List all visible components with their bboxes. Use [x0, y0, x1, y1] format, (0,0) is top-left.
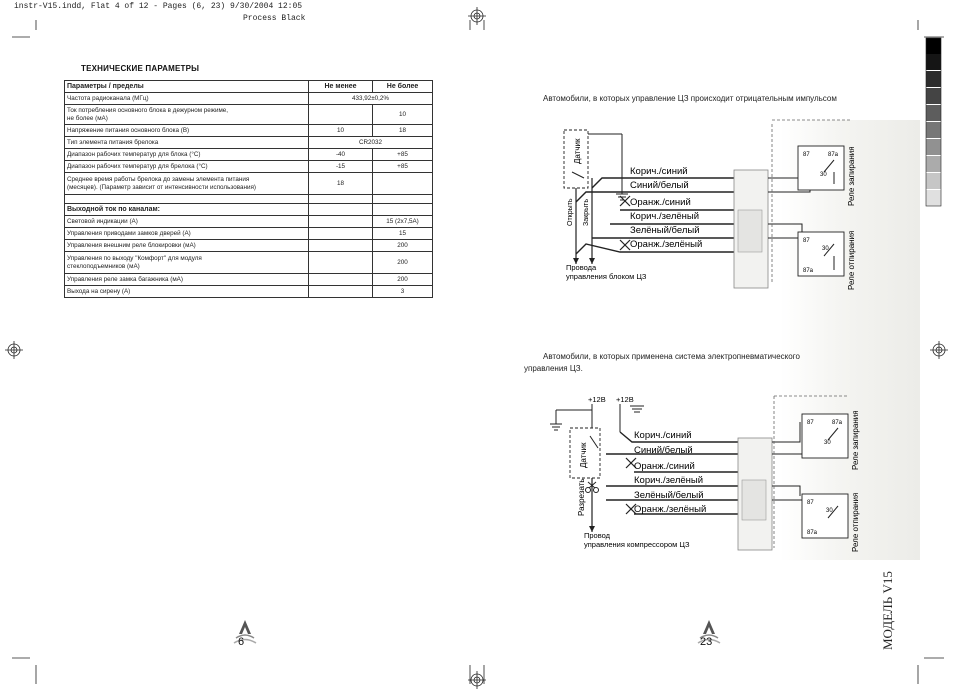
param-line: Ток потребления основного блока в дежурном режиме,: [67, 107, 229, 114]
param-cell: Выхода на сирену (A): [65, 286, 309, 298]
table-section-row: [65, 204, 433, 216]
pin-label: 87a: [832, 420, 843, 426]
note-line: управления компрессором ЦЗ: [584, 540, 690, 549]
plus12-label: +12В: [616, 395, 634, 404]
model-label: МОДЕЛЬ V15: [880, 571, 895, 650]
page-number: 6: [238, 636, 245, 648]
table-row: [65, 137, 433, 149]
close-label: Закрыть: [583, 199, 590, 226]
switch-contact: [572, 172, 584, 178]
min-cell: 18: [309, 173, 373, 195]
pin-label: 87: [807, 420, 814, 426]
diagram2-caption-line1: Автомобили, в которых применена система электропневматического: [543, 352, 800, 361]
registration-mark-top: [468, 7, 486, 25]
note-line: Провода: [566, 263, 597, 272]
wire-label: Оранж./синий: [630, 197, 691, 208]
table-row: [65, 105, 433, 125]
page-logo-icon: [230, 618, 260, 650]
column-header: Не более: [373, 81, 433, 93]
relay-unlock-label: Реле отпирания: [851, 492, 860, 552]
table-header-row: [65, 81, 433, 93]
cut-label: Разрезать: [577, 478, 586, 516]
wire-label: Оранж./синий: [634, 461, 695, 472]
relay-unlock-label: Реле отпирания: [847, 230, 856, 290]
sensor-label: Датчик: [579, 442, 588, 468]
min-cell: -40: [309, 149, 373, 161]
table-row: [65, 125, 433, 137]
ground-icon: [630, 406, 644, 412]
diagram1-caption: Автомобили, в которых управление ЦЗ происходит отрицательным импульсом: [543, 94, 837, 103]
param-line: стеклоподъемников (мА): [67, 262, 140, 270]
table-row: [65, 161, 433, 173]
file-info-line: instr-V15.indd, Flat 4 of 12 - Pages (6, 23) 9/30/2004 12:05: [14, 2, 303, 11]
param-line: не более (мА): [67, 114, 108, 122]
table-row: [65, 252, 433, 274]
wiring-diagram-1: [540, 114, 860, 290]
param-cell: Световой индикации (A): [65, 216, 309, 228]
max-cell: 200: [373, 274, 433, 286]
max-cell: +85: [373, 161, 433, 173]
registration-mark-bottom: [468, 671, 486, 689]
param-cell: Тип элемента питания брелока: [65, 137, 309, 149]
ground-icon: [550, 410, 562, 430]
note-line: Провод: [584, 531, 611, 540]
note-line: управления блоком ЦЗ: [566, 272, 647, 281]
value-cell: CR2032: [309, 137, 433, 149]
param-cell: Управления приводами замков дверей (A): [65, 228, 309, 240]
pin-label: 30: [822, 246, 829, 252]
wire-label: Синий/белый: [630, 180, 689, 191]
wire-label: Корич./синий: [630, 166, 688, 177]
table-row: [65, 228, 433, 240]
param-cell: [65, 252, 309, 274]
param-line: Среднее время работы брелока до замены элемента питания: [67, 176, 250, 183]
table-row: [65, 216, 433, 228]
pin-label: 87a: [828, 152, 839, 158]
pin-label: 30: [824, 440, 831, 446]
param-cell: Управления внешним реле блокировки (мА): [65, 240, 309, 252]
max-cell: 18: [373, 125, 433, 137]
param-cell: Управления реле замка багажника (мА): [65, 274, 309, 286]
page-number: 23: [700, 636, 713, 648]
table-row: [65, 240, 433, 252]
registration-mark-left: [5, 341, 23, 359]
table-row: [65, 274, 433, 286]
param-cell: Частота радиоканала (МГц): [65, 93, 309, 105]
wire-cut-icon: [620, 196, 630, 250]
max-cell: 200: [373, 252, 433, 274]
param-line: (месяцев). (Параметр зависит от интенсивности использования): [67, 183, 256, 191]
pin-label: 30: [820, 172, 827, 178]
wire-label: Оранж./зелёный: [634, 504, 707, 515]
max-cell: 15: [373, 228, 433, 240]
table-row: [65, 173, 433, 195]
param-cell: Диапазон рабочих температур для блока (°C): [65, 149, 309, 161]
diagram2-caption-line2: управления ЦЗ.: [524, 364, 583, 373]
min-cell: 10: [309, 125, 373, 137]
max-cell: 10: [373, 105, 433, 125]
plus12-label: +12В: [588, 395, 606, 404]
min-cell: -15: [309, 161, 373, 173]
param-line: Управления по выходу "Комфорт" для модуля: [67, 255, 202, 262]
pin-label: 87a: [807, 530, 818, 536]
max-cell: 15 (2х7,5A): [373, 216, 433, 228]
table-row: [65, 149, 433, 161]
max-cell: [373, 173, 433, 195]
grayscale-bar: [926, 38, 941, 206]
relay-lock-label: Реле запирания: [847, 146, 856, 206]
process-info-line: Process Black: [243, 14, 306, 23]
wire-label: Синий/белый: [634, 445, 693, 456]
min-cell: [309, 105, 373, 125]
wiring-diagram-2: [548, 392, 866, 554]
table-row: [65, 286, 433, 298]
tech-params-title: ТЕХНИЧЕСКИЕ ПАРАМЕТРЫ: [81, 64, 200, 73]
wire-label: Корич./синий: [634, 430, 692, 441]
pin-label: 87a: [803, 268, 814, 274]
pin-label: 87: [803, 238, 810, 244]
param-cell: [65, 105, 309, 125]
column-header: Не менее: [309, 81, 373, 93]
sensor-label: Датчик: [573, 138, 582, 164]
wire-label: Зелёный/белый: [630, 225, 700, 236]
pin-label: 87: [803, 152, 810, 158]
param-cell: Диапазон рабочих температур для брелока (°C): [65, 161, 309, 173]
table-row: [65, 93, 433, 105]
column-header: Параметры / пределы: [65, 81, 309, 93]
wire-label: Оранж./зелёный: [630, 239, 703, 250]
pin-label: 87: [807, 500, 814, 506]
registration-mark-right: [930, 341, 948, 359]
param-cell: [65, 173, 309, 195]
max-cell: 200: [373, 240, 433, 252]
param-cell: Напряжение питания основного блока (В): [65, 125, 309, 137]
pin-label: 30: [826, 508, 833, 514]
wire-label: Корич./зелёный: [630, 211, 700, 222]
relay-lock-label: Реле запирания: [851, 410, 860, 470]
open-label: Открыть: [567, 198, 574, 226]
wire-label: Корич./зелёный: [634, 475, 704, 486]
section-title: Выходной ток по каналам:: [65, 204, 309, 216]
max-cell: 3: [373, 286, 433, 298]
table-spacer-row: [65, 195, 433, 204]
wire-label: Зелёный/белый: [634, 490, 704, 501]
tech-params-table: [64, 80, 433, 298]
max-cell: +85: [373, 149, 433, 161]
value-cell: 433,92±0,2%: [309, 93, 433, 105]
